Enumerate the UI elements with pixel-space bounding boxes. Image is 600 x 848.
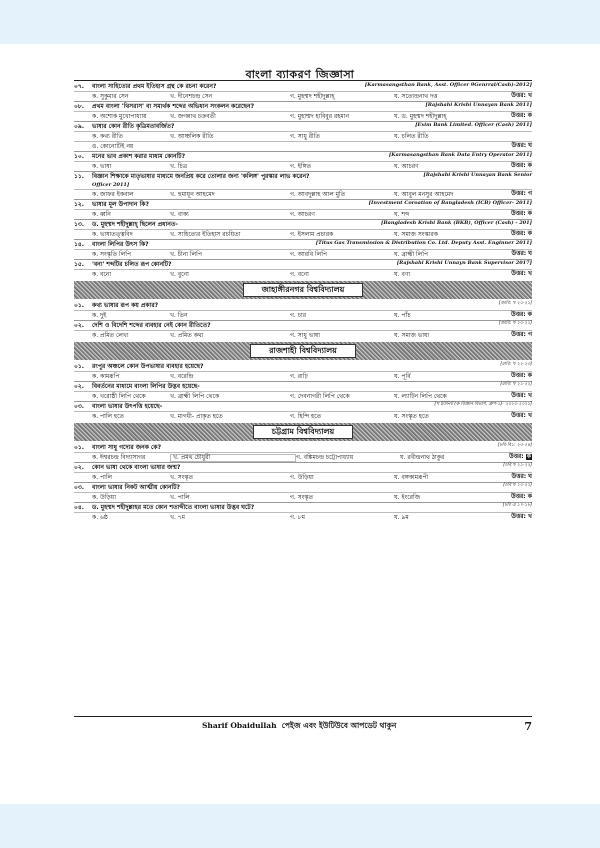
- answer-value: ক: [527, 210, 532, 217]
- section-title: জাহাঙ্গীরনগর বিশ্ববিদ্যালয়: [243, 283, 364, 297]
- option-2: খ. প্রমিত কথ্য: [170, 331, 204, 339]
- question-number: ১১.: [74, 172, 85, 180]
- answer-label: উত্তর:: [511, 412, 526, 419]
- question-text: 'বন্য' শব্দটির চলিত রূপ কোনটি?: [92, 260, 172, 268]
- options-row: [74, 492, 532, 502]
- answer: [511, 312, 532, 318]
- question-number: ০৮.: [74, 102, 85, 110]
- option-3: গ. মুহাম্মদ হাবিবুর রহমান: [290, 112, 350, 120]
- option-4: ঘ. ল্যাটিন লিপি থেকে: [394, 392, 447, 400]
- question-number: ১৪.: [74, 240, 85, 248]
- question-row: [74, 502, 532, 512]
- option-3: গ. হিন্দি হতে: [290, 412, 322, 420]
- answer-value: ক: [527, 493, 532, 500]
- option-2: খ. বাক্য: [170, 210, 189, 218]
- answer-label: উত্তর:: [511, 392, 526, 399]
- answer-label: উত্তর:: [511, 513, 526, 520]
- answer-label: উত্তর:: [511, 372, 526, 379]
- option-3: গ. সংস্কৃত: [290, 493, 314, 501]
- option-2: খ. আঞ্চলিক রীতি: [170, 132, 214, 140]
- question-text: বাংলা লিপির উৎস কি?: [92, 240, 149, 248]
- question-number: ০৪.: [74, 503, 85, 511]
- section-banner: [74, 342, 532, 360]
- option-1: ক. খরোষ্ঠী লিপি থেকে: [92, 392, 146, 400]
- question-text: বিজ্ঞান শিক্ষাকে মাতৃভাষার মাধ্যমে জনপ্রিয় করে তোলার জন্য 'কলিঙ্গ' পুরস্কার লাভ করেন?: [92, 172, 310, 180]
- section-title: চট্টগ্রাম বিশ্ববিদ্যালয়: [253, 425, 353, 439]
- answer: [511, 413, 532, 419]
- answer-label: উত্তর:: [511, 92, 526, 99]
- answer-value: খ: [528, 392, 532, 399]
- answer: [511, 494, 532, 500]
- page-title: বাংলা ব্যাকরণ জিজ্ঞাসা: [245, 68, 355, 81]
- answer: [511, 93, 532, 99]
- option-1: ক. বনো: [92, 270, 112, 278]
- option-5: ঙ. কোনোটিই নয়: [92, 142, 134, 150]
- option-1: ক. ধ্বনি: [92, 210, 111, 218]
- option-4: ঘ. চলিত রীতি: [394, 132, 429, 140]
- option-1: ক. কথ্য রীতি: [92, 132, 123, 140]
- question-number: ০১.: [74, 362, 85, 370]
- question-row: [74, 171, 532, 181]
- question-row: [74, 101, 532, 111]
- exam-reference: [চবি-বি১: ২৩-২৪]: [497, 443, 532, 448]
- question-text: বিবর্তনের মাধ্যমে বাংলা লিপির উদ্ভব হয়েছে-: [92, 382, 200, 390]
- options-row: [74, 161, 532, 171]
- options-row: [74, 131, 532, 141]
- option-2: খ. পালি: [170, 493, 190, 501]
- answer-label: উত্তর:: [511, 190, 526, 197]
- answer: [511, 231, 532, 237]
- question-row: [74, 239, 532, 249]
- option-2: খ. ব্রাহ্মী লিপি থেকে: [170, 392, 220, 400]
- question-text: দেশি ও বিদেশি শব্দের ব্যবহার নেই কোন রীতিতে?: [92, 321, 211, 329]
- option-1: ক. সুকুমার সেন: [92, 92, 129, 100]
- options-row: [74, 229, 532, 239]
- answer-value: খ: [528, 513, 532, 520]
- option-4: ঘ. বণ্য: [394, 270, 411, 278]
- question-text: ড. মুহম্মদ শহীদুল্লাহ্‌ ছিলেন প্রধানত-: [92, 220, 178, 228]
- option-3: গ. বনো: [290, 270, 309, 278]
- question-list: [74, 82, 532, 522]
- exam-reference: [খ ইউনিট (ক-বিজ্ঞান বিভাগ, গ্রুপ-১)- ২০২০-২০২১]: [434, 402, 532, 407]
- question-number: ১৩.: [74, 220, 85, 228]
- question-text: বাংলা সাধু গদ্যের জনক কে?: [92, 443, 162, 451]
- exam-source: [Rajshahi Krishi Unnayn Bank Supervisor 2017]: [396, 260, 532, 266]
- option-1: ক. কামরূপি: [92, 372, 120, 380]
- options-row: [74, 330, 532, 340]
- option-4: ঘ. আচরণ: [394, 162, 419, 170]
- option-3: গ. চার: [290, 311, 307, 319]
- answer: [512, 474, 532, 480]
- question-row: [74, 301, 532, 310]
- answer-label: উত্তর:: [511, 142, 527, 149]
- option-2: খ. প্রমথ চৌধুরী: [170, 454, 296, 462]
- question-number: ০৩.: [74, 483, 85, 491]
- answer-value: ক: [527, 372, 532, 379]
- answer-label: উত্তর:: [511, 162, 526, 169]
- question-number: ১০.: [74, 152, 85, 160]
- answer-value: ঘ: [528, 250, 532, 257]
- options-row: [74, 111, 532, 121]
- exam-source: [Rajshahi Krishi Unnayan Bank Senior: [423, 172, 532, 178]
- option-1: ক. অশোক মুখোপাধ্যায়: [92, 112, 147, 120]
- question-number: ১২.: [74, 200, 85, 208]
- answer: [509, 454, 532, 460]
- answer-label: উত্তর:: [511, 331, 526, 338]
- option-3: গ. রাঢ়ি: [290, 372, 308, 380]
- option-1: ক. ৬ষ্ঠ: [92, 513, 108, 521]
- exam-source: [Rajshahi Krishi Unnayan Bank 2011]: [425, 102, 532, 108]
- question-text: ভাষার কোন রীতি কৃত্রিমতাবর্জিত?: [92, 122, 175, 130]
- exam-reference: [চবি খ ২০-২১]: [503, 483, 532, 488]
- exam-source: [Karmasangsthan Bank, Asst. Officer 9Genrral/Cash)-2012]: [364, 82, 532, 88]
- option-2: খ. সংস্কৃত: [170, 473, 194, 481]
- question-row: [74, 259, 532, 269]
- options-row: [74, 209, 532, 219]
- options-row: [74, 310, 532, 320]
- question-row: [74, 219, 532, 229]
- answer-label: উত্তর:: [511, 493, 526, 500]
- option-4: ঘ. সংস্কৃত হতে: [394, 412, 429, 420]
- options-row: [74, 249, 532, 259]
- footer-author: Sharif Obaidullah: [202, 721, 277, 730]
- answer-value: খ: [528, 270, 532, 277]
- exam-reference: [জাবি: খ ২০-২১]: [498, 301, 532, 306]
- option-3: গ. ৮ম: [290, 513, 305, 521]
- question-number: ০১.: [74, 443, 85, 451]
- option-4: ঘ. আবুল মনসুর আহমেদ: [394, 190, 454, 198]
- question-number: ০১.: [74, 301, 85, 309]
- exam-source: [Exim Bank Limited. Officer (Cash) 2011]: [415, 122, 532, 128]
- option-1: ক. সংস্কৃতি লিপি: [92, 250, 131, 258]
- question-number: ০২.: [74, 321, 85, 329]
- option-4: ঘ. ৯ম: [394, 513, 409, 521]
- option-4: ঘ. সমাজ সংস্কারক: [394, 230, 438, 238]
- option-2: খ. সাহিত্যের ইতিহাস রচয়িতা: [170, 230, 241, 238]
- option-1: ক. প্রমিত লেখ্য: [92, 331, 129, 339]
- option-2: খ. চীনা লিপি: [170, 250, 202, 258]
- option-3: গ. সাধু ভাষা: [290, 331, 320, 339]
- answer: [511, 163, 532, 169]
- answer: [511, 113, 532, 119]
- option-2: খ. জগন্নাথ চক্রবর্তী: [170, 112, 216, 120]
- option-1: ক. ভাষাতত্ত্ববিদ: [92, 230, 133, 238]
- exam-reference: [চবি এ ১৭-১৮]: [502, 503, 532, 508]
- answer-value: ক: [527, 311, 532, 318]
- option-4: ঘ. শব্দ: [394, 210, 410, 218]
- section-banner: [74, 281, 532, 299]
- option-3: গ. আরবি লিপি: [290, 250, 327, 258]
- question-number: ০২.: [74, 382, 85, 390]
- question-row: [74, 199, 532, 209]
- answer-value: ঘ: [528, 473, 532, 480]
- page-footer: [74, 716, 532, 733]
- options-row: [74, 452, 532, 462]
- answer-label: উত্তর:: [511, 473, 527, 480]
- answer-label: উত্তর:: [511, 311, 526, 318]
- option-3: গ. ইঙ্গিত: [290, 162, 312, 170]
- answer-value: খ: [528, 92, 532, 99]
- options-row: [74, 391, 532, 401]
- option-1: ক. দুই: [92, 311, 107, 319]
- option-1: ক. পালি হতে: [92, 412, 124, 420]
- options-row: [74, 269, 532, 279]
- option-4: ঘ. ড. মুহম্মদ শহীদুল্লাহ্‌: [394, 112, 447, 120]
- question-text: বাংলা সাহিত্যের প্রথম ইতিহাস গ্রন্থ কে রচনা করেন?: [92, 82, 217, 90]
- option-4: ঘ. পূর্বি: [394, 372, 411, 380]
- question-text: বাংলা ভাষার উৎপত্তি হয়েছে-: [92, 402, 163, 410]
- option-1: ক. পালি: [92, 473, 113, 481]
- question-text: রংপুর অঞ্চলে কোন উপভাষার ব্যবহার হয়েছে?: [92, 362, 204, 370]
- footer-note: পেইজ এবং ইউটিউবে আপডেট থাকুন: [281, 721, 397, 730]
- answer-label: উত্তর:: [511, 250, 527, 257]
- question-text: কোন ভাষা থেকে বাংলা ভাষার জন্ম?: [92, 463, 181, 471]
- answer-value: ক: [527, 112, 532, 119]
- answer-label: উত্তর:: [509, 453, 524, 460]
- question-row: [74, 320, 532, 330]
- source-continuation: Officer 2011]: [92, 181, 130, 188]
- option-2: খ. তিন: [170, 311, 188, 319]
- option-3: গ. মুহম্মদ শহীদুল্লাহ্‌: [290, 92, 335, 100]
- exam-source: [Bangladesh Krishi Bank (BKB), Officer (Cash) - 201]: [380, 220, 532, 226]
- answer-value: ক: [526, 453, 531, 460]
- exam-reference: [রাবি: খ ২২-২৩]: [500, 362, 532, 367]
- exam-reference: [জাবি: খ ২০-২১]: [498, 321, 532, 326]
- option-4: ঘ. ব্রাহ্মী লিপি: [394, 250, 429, 258]
- footer-text: [74, 721, 524, 733]
- question-text: ড. মুহম্মদ শহীদুল্লাহর মতে কোন শতাব্দীতে বাংলা ভাষার উদ্ভব ঘটে?: [92, 503, 255, 511]
- header-rule: [74, 80, 532, 81]
- option-1: ক. ঈশ্বরচন্দ্র বিদ্যাসাগর: [92, 453, 146, 461]
- question-number: ১৫.: [74, 260, 85, 268]
- answer: [512, 143, 532, 149]
- option-3: গ. বঙ্কিমচন্দ্র চট্টোপাধ্যায়: [296, 453, 354, 461]
- question-text: কথ্য ভাষার রূপ কয় প্রকার?: [92, 301, 159, 309]
- answer-value: ক: [527, 162, 532, 169]
- exam-reference: [রাবি: খ ২১-২২]: [500, 382, 532, 387]
- option-2: খ. বুনো: [170, 270, 189, 278]
- answer-value: ক: [527, 230, 532, 237]
- option-4: ঘ. সমাজ ভাষা: [394, 331, 430, 339]
- option-3: গ. সাধু রীতি: [290, 132, 320, 140]
- exam-source: [Investment Coroation of Bangladesh (ICB) Officer- 2011]: [368, 200, 532, 206]
- options-row: [74, 91, 532, 101]
- question-number: ০৭.: [74, 82, 85, 90]
- answer: [511, 211, 532, 217]
- answer: [511, 393, 532, 399]
- answer: [511, 514, 532, 520]
- question-row: [74, 362, 532, 371]
- option-2: খ. দীনেশচন্দ্র সেন: [170, 92, 213, 100]
- option-4: ঘ. বঙ্গকামরূপী: [394, 473, 429, 481]
- answer: [511, 271, 532, 277]
- option-1: ক. উড়িয়া: [92, 493, 116, 501]
- question-row: [74, 151, 532, 161]
- question-row: [74, 401, 532, 411]
- answer-label: উত্তর:: [511, 112, 526, 119]
- options-row-extra: [74, 141, 532, 151]
- answer-value: খ: [528, 412, 532, 419]
- option-2: খ. ৭ম: [170, 513, 185, 521]
- answer-label: উত্তর:: [511, 210, 526, 217]
- exam-source: [Karmasangsthan Bank Data Entry Operator 2011]: [388, 152, 532, 158]
- question-text: প্রথম বাংলা 'থিসরাস' বা সমার্থক শব্দের অভিধান সংকলন করেছেন?: [92, 102, 255, 110]
- question-row: [74, 82, 532, 91]
- question-row: [74, 462, 532, 472]
- option-3: গ. আচরণ: [290, 210, 315, 218]
- answer: [511, 373, 532, 379]
- answer: [512, 251, 532, 257]
- option-3: গ. ইসলাম প্রচারক: [290, 230, 334, 238]
- answer-value: গ: [528, 331, 532, 338]
- option-1: ক. জাফর ইকবাল: [92, 190, 134, 198]
- question-row: [74, 482, 532, 492]
- option-4: ঘ. রবীন্দ্রনাথ ঠাকুর: [400, 453, 445, 461]
- option-4: ঘ. সত্যেন্দ্রনাথ দত্ত: [394, 92, 438, 100]
- answer-label: উত্তর:: [511, 230, 526, 237]
- question-row: [74, 381, 532, 391]
- option-2: খ. চিত্র: [170, 162, 188, 170]
- section-banner: [74, 423, 532, 441]
- question-number: ০২.: [74, 463, 85, 471]
- exam-reference: [চবি খ ২১-২২]: [503, 463, 532, 468]
- option-3: গ. দেবনাগরী লিপি থেকে: [290, 392, 350, 400]
- question-row: [74, 443, 532, 452]
- option-2: খ. বরেন্দ্রি: [170, 372, 194, 380]
- option-3: গ. উড়িয়া: [290, 473, 314, 481]
- options-row: [74, 371, 532, 381]
- answer: [511, 332, 532, 338]
- question-number: ০৩.: [74, 402, 85, 410]
- option-4: ঘ. পাঁচ: [394, 311, 411, 319]
- question-text: ভাষার মূল উপাদান কি?: [92, 200, 149, 208]
- option-2: খ. হুমায়ূন আহমেদ: [170, 190, 215, 198]
- question-text: মনের ভাব প্রকাশ করার মাধ্যম কোনটি?: [92, 152, 186, 160]
- section-title: রাজশাহী বিশ্ববিদ্যালয়: [250, 344, 356, 358]
- answer-label: উত্তর:: [511, 270, 526, 277]
- options-row: [74, 512, 532, 522]
- options-row: [74, 189, 532, 199]
- option-2: খ. মাগধী- প্রাকৃত হতে: [170, 412, 223, 420]
- question-number: ০৯.: [74, 122, 85, 130]
- options-row: [74, 411, 532, 421]
- exam-source: [Titus Gas Transmission & Distribution Co. Ltd. Deputy Asst. Enginner 2011]: [315, 240, 532, 246]
- option-1: ক. ভাষা: [92, 162, 112, 170]
- answer: [511, 191, 532, 197]
- page-number: 7: [524, 720, 532, 733]
- option-3: গ. আবদুল্লাহ আল মুতি: [290, 190, 346, 198]
- option-4: ঘ. ইংরেজি: [394, 493, 421, 501]
- answer-value: ঘ: [528, 142, 532, 149]
- answer-value: গ: [528, 190, 532, 197]
- question-text: বাংলা ভাষার নিকট আত্মীয় কোনটি?: [92, 483, 181, 491]
- question-row: [74, 121, 532, 131]
- options-row: [74, 472, 532, 482]
